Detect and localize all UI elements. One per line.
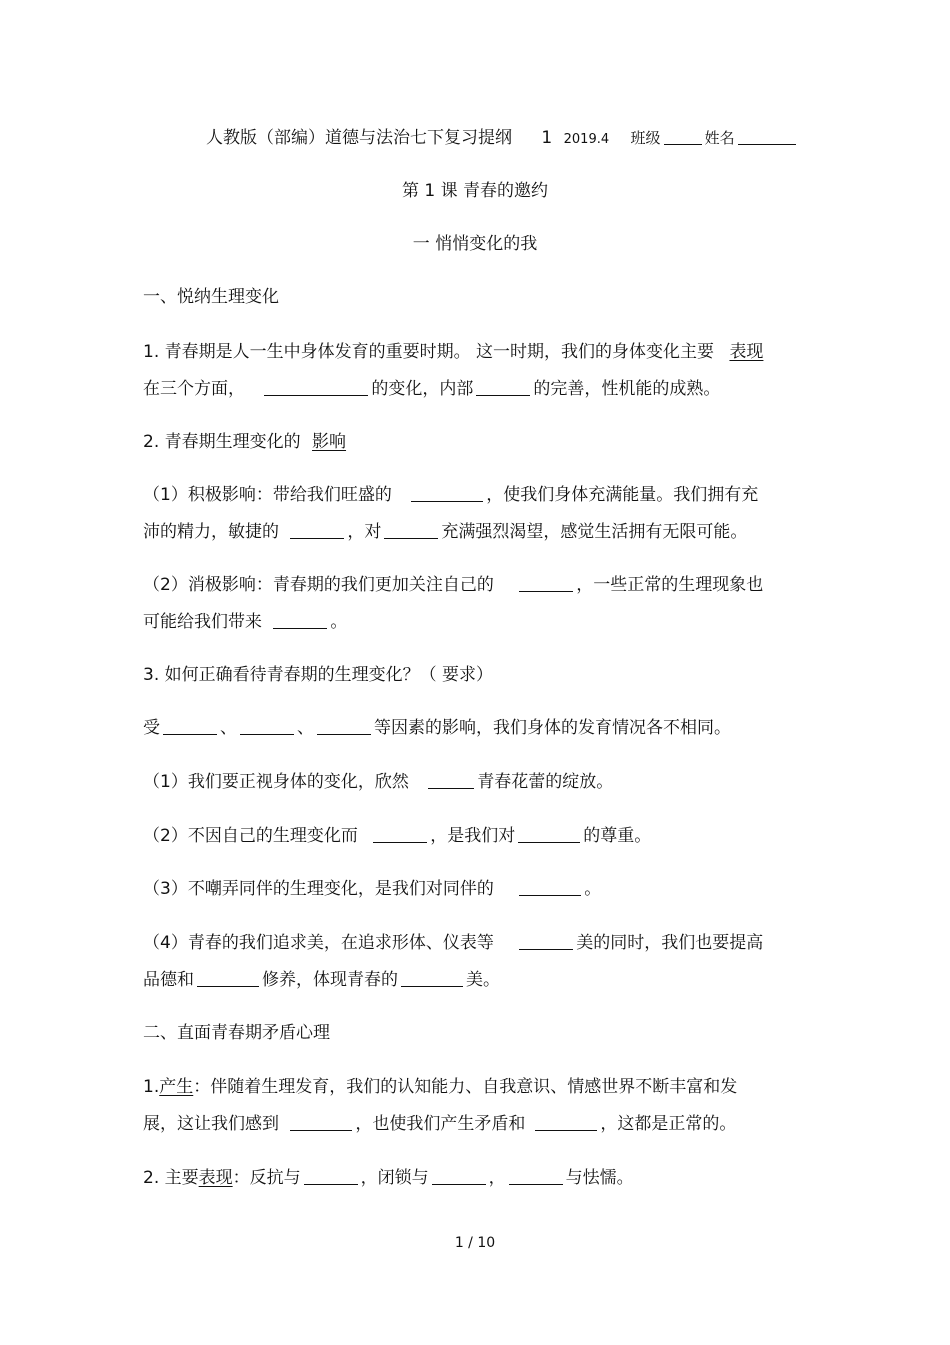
text: 2. 主要	[143, 1168, 199, 1188]
text: 与怯懦。	[565, 1168, 634, 1188]
fill-blank[interactable]	[273, 612, 327, 629]
fill-blank[interactable]	[509, 1168, 563, 1185]
fill-blank[interactable]	[535, 1114, 597, 1131]
question-3: 3. 如何正确看待青春期的生理变化？（ 要求）	[143, 665, 494, 685]
fill-blank[interactable]	[518, 826, 580, 843]
text: （3）不嘲弄同伴的生理变化，是我们对同伴的	[143, 879, 494, 899]
name-label: 姓名	[704, 129, 735, 147]
doc-title: 人教版（部编）道德与法治七下复习提纲	[206, 128, 512, 148]
fill-blank[interactable]	[428, 772, 474, 789]
doc-number: 1	[541, 128, 553, 148]
text: ，对	[347, 522, 382, 542]
text: （2）不因自己的生理变化而	[143, 826, 358, 846]
text: 美。	[466, 970, 500, 990]
text: ，也使我们产生矛盾和	[355, 1114, 526, 1134]
fill-blank[interactable]	[476, 379, 530, 396]
text: 2. 青春期生理变化的	[143, 432, 301, 452]
fill-blank[interactable]	[317, 718, 371, 735]
text: ，	[488, 1168, 506, 1188]
name-blank[interactable]	[738, 128, 796, 145]
fill-blank[interactable]	[304, 1168, 358, 1185]
text: 展，这让我们感到	[143, 1114, 279, 1134]
fill-blank[interactable]	[264, 379, 368, 396]
fill-blank[interactable]	[519, 575, 573, 592]
part2-heading: 二、直面青春期矛盾心理	[143, 1023, 330, 1043]
fill-blank[interactable]	[290, 522, 344, 539]
class-label: 班级	[630, 129, 661, 147]
fill-blank[interactable]	[519, 933, 573, 950]
text: （1）我们要正视身体的变化，欣然	[143, 772, 409, 792]
document-header	[206, 127, 799, 151]
underlined-term: 表现	[198, 1168, 233, 1188]
fill-blank[interactable]	[163, 718, 217, 735]
fill-blank[interactable]	[519, 879, 581, 896]
text: ：伴随着生理发育，我们的认知能力、自我意识、情感世界不断丰富和发	[193, 1077, 738, 1097]
text: 、	[297, 718, 314, 738]
fill-blank[interactable]	[290, 1114, 352, 1131]
text: ，一些正常的生理现象也	[576, 575, 764, 595]
text: 品德和	[143, 970, 194, 990]
text: （4）青春的我们追求美，在追求形体、仪表等	[143, 933, 494, 953]
text: ，闭锁与	[360, 1168, 429, 1188]
text: （1）积极影响：带给我们旺盛的	[143, 485, 392, 505]
negative-effect-line-2	[143, 611, 347, 633]
text: 在三个方面，	[143, 379, 245, 399]
requirement-4-line-2	[143, 969, 500, 991]
text: 可能给我们带来	[143, 612, 262, 632]
text: 的变化，内部	[371, 379, 474, 399]
requirement-4-line-1	[143, 932, 763, 954]
text: 受	[143, 718, 160, 738]
class-blank[interactable]	[664, 128, 702, 145]
text: 1.	[143, 1077, 160, 1097]
text: 。	[584, 879, 602, 899]
text: 修养，体现青春的	[262, 970, 398, 990]
requirement-1	[143, 771, 613, 793]
fill-blank[interactable]	[373, 826, 427, 843]
cause-line-2	[143, 1113, 736, 1135]
underlined-term: 表现	[729, 342, 764, 362]
part1-heading: 一、悦纳生理变化	[143, 287, 279, 307]
text: 充满强烈渴望，感觉生活拥有无限可能。	[441, 522, 748, 542]
fill-blank[interactable]	[411, 485, 483, 502]
text: 沛的精力，敏捷的	[143, 522, 279, 542]
text: 的尊重。	[583, 826, 652, 846]
text: ：反抗与	[232, 1168, 301, 1188]
manifestation-line	[143, 1167, 634, 1189]
text: ，这都是正常的。	[600, 1114, 737, 1134]
paragraph-2	[143, 431, 346, 453]
text: 、	[220, 718, 237, 738]
text: 1. 青春期是人一生中身体发育的重要时期。 这一时期，我们的身体变化主要	[143, 342, 715, 362]
text: ，是我们对	[430, 826, 516, 846]
paragraph-1-line-2	[143, 378, 720, 400]
text: 。	[330, 612, 348, 632]
requirement-3	[143, 878, 601, 900]
text: 美的同时，我们也要提高	[576, 933, 764, 953]
page-number: 1 / 10	[454, 1235, 496, 1251]
factors-line	[143, 717, 731, 739]
lesson-title: 第 1 课 青春的邀约	[401, 181, 549, 201]
paragraph-1-line-1	[143, 341, 763, 363]
section-title: 一 悄悄变化的我	[412, 234, 538, 254]
text: 等因素的影响，我们身体的发育情况各不相同。	[374, 718, 731, 738]
doc-date: 2019.4	[563, 132, 610, 147]
fill-blank[interactable]	[401, 970, 463, 987]
fill-blank[interactable]	[432, 1168, 486, 1185]
positive-effect-line-2	[143, 521, 747, 543]
text: ，使我们身体充满能量。我们拥有充	[486, 485, 759, 505]
negative-effect-line-1	[143, 574, 763, 596]
requirement-2	[143, 825, 651, 847]
underlined-term: 产生	[159, 1077, 194, 1097]
fill-blank[interactable]	[197, 970, 259, 987]
fill-blank[interactable]	[384, 522, 438, 539]
fill-blank[interactable]	[240, 718, 294, 735]
text: 青春花蕾的绽放。	[477, 772, 614, 792]
text: 的完善，性机能的成熟。	[533, 379, 721, 399]
text: （2）消极影响：青春期的我们更加关注自己的	[143, 575, 494, 595]
underlined-term: 影响	[312, 432, 347, 452]
cause-line-1	[143, 1076, 737, 1098]
positive-effect-line-1	[143, 484, 758, 506]
